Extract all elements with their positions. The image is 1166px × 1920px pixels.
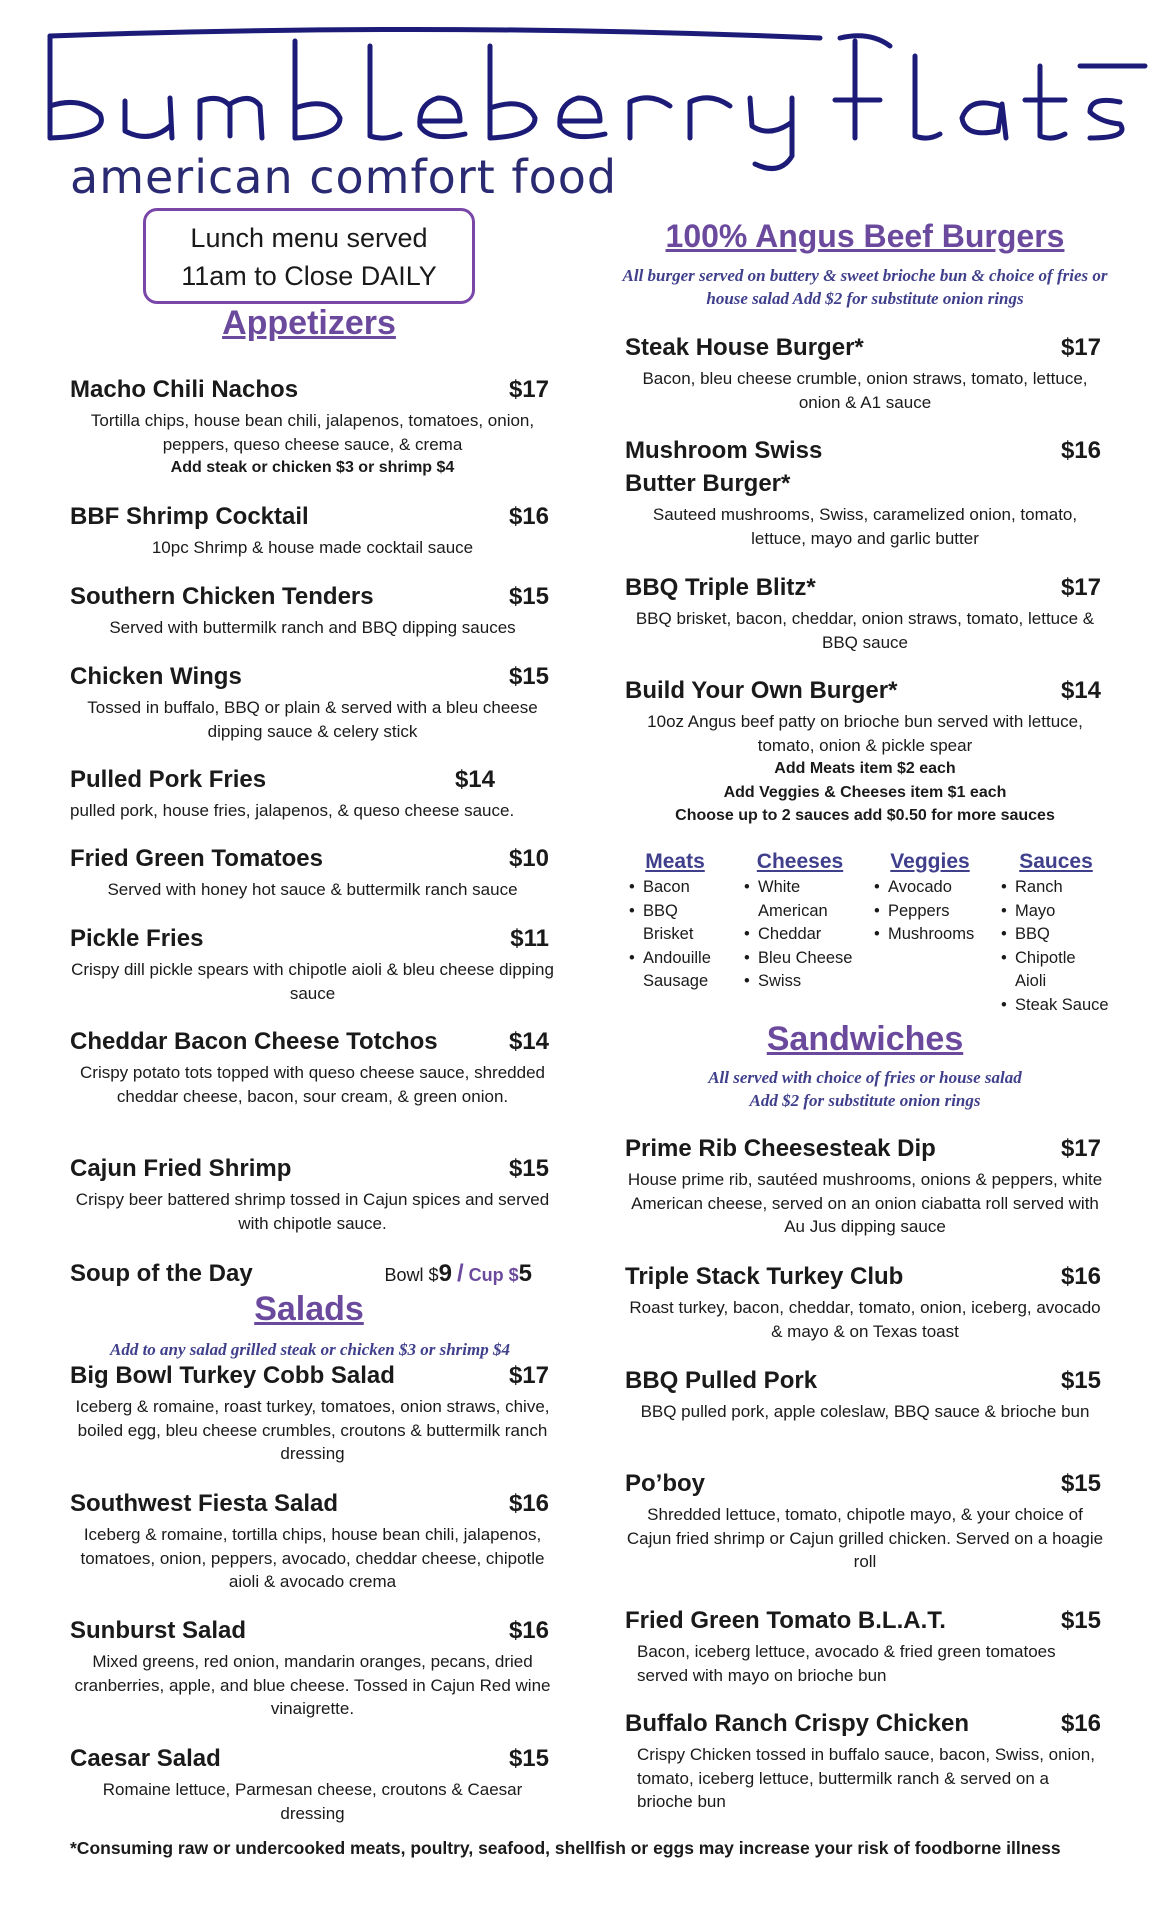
item-price: $15 [1060, 1607, 1101, 1634]
burger-options [625, 848, 1115, 1018]
appetizers-title: Appetizers [222, 304, 396, 342]
option-item: Brisket [643, 925, 694, 943]
item-addon: Choose up to 2 sauces add $0.50 for more sauces [675, 807, 1055, 824]
item-description: Romaine lettuce, Parmesan cheese, croutons & Caesar dressing [102, 1780, 523, 1823]
option-item: • Cheddar [744, 925, 822, 943]
item-price: $15 [508, 663, 549, 690]
item-name: Fried Green Tomatoes [70, 845, 323, 872]
menu-item [70, 503, 555, 560]
item-price: $11 [510, 925, 549, 952]
item-name: BBQ Triple Blitz* [625, 574, 816, 601]
menu-item [625, 334, 1105, 414]
item-name: Chicken Wings [70, 663, 242, 690]
menu-item [70, 1490, 555, 1594]
bowl-label: Bowl $ [384, 1265, 439, 1285]
item-price: $15 [1060, 1470, 1101, 1497]
sauces-heading: Sauces [1019, 850, 1093, 873]
cheeses-column [740, 848, 860, 994]
sandwiches-title: Sandwiches [766, 1020, 964, 1058]
cheeses-heading: Cheeses [756, 850, 844, 873]
option-item: • Avocado [874, 878, 952, 896]
item-price: $16 [508, 1490, 549, 1517]
item-name: Steak House Burger* [625, 334, 864, 361]
meats-column [625, 848, 725, 994]
brand-name [40, 26, 49, 27]
menu-item [70, 583, 555, 640]
sandwiches-note-1: All served with choice of fries or house salad [708, 1068, 1022, 1087]
option-item: • Chipotle [1001, 948, 1076, 967]
item-description: Tortilla chips, house bean chili, jalapenos, tomatoes, onion, peppers, queso cheese sauce, & crema [90, 411, 535, 454]
item-description: Crispy beer battered shrimp tossed in Cajun spices and served with chipotle sauce. [75, 1190, 550, 1233]
item-description: 10oz Angus beef patty on brioche bun served with lettuce, tomato, onion & pickle spear [647, 712, 1083, 755]
menu-item [70, 925, 555, 1005]
option-item: • Peppers [874, 901, 950, 920]
notice-line-2: 11am to Close DAILY [181, 261, 437, 291]
item-price: $17 [508, 376, 549, 403]
item-price: $14 [508, 1028, 549, 1055]
soup-prices [385, 1260, 532, 1288]
item-name: Cajun Fried Shrimp [70, 1155, 292, 1182]
menu-item [70, 376, 555, 480]
option-item: • Mushrooms [874, 925, 975, 943]
item-price: $16 [1060, 1263, 1101, 1290]
item-description: Iceberg & romaine, tortilla chips, house bean chili, jalapenos, tomatoes, onion, peppers, avocado, cheddar cheese, chipotle aioli & avocado crema [80, 1525, 545, 1591]
item-description: Crispy Chicken tossed in buffalo sauce, bacon, Swiss, onion, tomato, iceberg lettuce, buttermilk ranch & served on a brioche bun [637, 1745, 1095, 1811]
item-name: Mushroom Swiss [625, 437, 823, 464]
item-description: House prime rib, sautéed mushrooms, onions & peppers, white American cheese, served on an onion ciabatta roll served with Au Jus dipping sauce [627, 1170, 1103, 1236]
menu-item [70, 1028, 555, 1108]
option-item: • BBQ [1001, 925, 1050, 943]
menu-item [70, 766, 555, 823]
brand-tagline: american comfort food [70, 150, 618, 204]
menu-item [70, 845, 555, 902]
option-item: • Andouille [629, 948, 711, 967]
item-description: Crispy potato tots topped with queso cheese sauce, shredded cheddar cheese, bacon, sour cream, & green onion. [80, 1063, 545, 1106]
menu-item [70, 1362, 555, 1466]
item-price: $15 [508, 583, 549, 610]
item-price: $16 [1060, 1710, 1101, 1737]
menu-item [625, 1135, 1105, 1239]
soup-name: Soup of the Day [70, 1260, 253, 1287]
item-addon: Add Veggies & Cheeses item $1 each [723, 783, 1007, 801]
item-description: Served with honey hot sauce & buttermilk ranch sauce [107, 880, 518, 899]
veggies-column [870, 848, 990, 947]
lunch-hours-notice [143, 208, 475, 304]
sandwiches-note-2: Add $2 for substitute onion rings [749, 1091, 981, 1110]
item-name: Po’boy [625, 1470, 706, 1497]
burgers-note: All burger served on buttery & sweet brioche bun & choice of fries or house salad Add $2 for substitute onion rings [622, 266, 1108, 308]
item-addon: Add Meats item $2 each [774, 760, 956, 777]
item-description: Iceberg & romaine, roast turkey, tomatoes, onion straws, chive, boiled egg, bleu cheese crumbles, croutons & buttermilk ranch dressing [75, 1397, 550, 1463]
food-safety-disclaimer: *Consuming raw or undercooked meats, poultry, seafood, shellfish or eggs may increase your risk of foodborne illness [70, 1838, 1061, 1858]
menu-item [625, 1367, 1105, 1424]
item-name: Southern Chicken Tenders [70, 583, 374, 610]
item-name: Build Your Own Burger* [625, 677, 898, 704]
option-item: • Swiss [744, 972, 802, 990]
item-name: Triple Stack Turkey Club [625, 1263, 904, 1290]
item-name: Cheddar Bacon Cheese Totchos [70, 1028, 438, 1055]
option-item: Aioli [1015, 972, 1047, 990]
menu-item [625, 1263, 1105, 1343]
burgers-title: 100% Angus Beef Burgers [665, 218, 1065, 254]
menu-item [625, 574, 1105, 654]
item-name: Caesar Salad [70, 1745, 221, 1772]
option-item: Sausage [643, 972, 709, 990]
item-name: Pickle Fries [70, 925, 204, 952]
item-name: BBF Shrimp Cocktail [70, 503, 309, 530]
item-price: $17 [1060, 1135, 1101, 1162]
menu-item [70, 1617, 555, 1721]
item-price: $15 [1060, 1367, 1101, 1394]
item-name: Buffalo Ranch Crispy Chicken [625, 1710, 970, 1737]
cup-label: Cup $ [468, 1265, 519, 1285]
menu-item [625, 437, 1105, 550]
option-item: • Ranch [1001, 878, 1063, 896]
option-item: • Bleu Cheese [744, 948, 853, 967]
bowl-price: 9 [438, 1260, 452, 1287]
option-item: • White [744, 878, 801, 896]
notice-line-1: Lunch menu served [190, 223, 428, 253]
item-name: Macho Chili Nachos [70, 376, 299, 403]
item-description: BBQ pulled pork, apple coleslaw, BBQ sauce & brioche bun [640, 1402, 1090, 1421]
item-price: $14 [1060, 677, 1101, 704]
item-price: $16 [1060, 437, 1101, 464]
menu-item [70, 1155, 555, 1235]
item-price: $10 [508, 845, 549, 872]
menu-item [625, 1607, 1105, 1687]
item-description: Crispy dill pickle spears with chipotle aioli & bleu cheese dipping sauce [71, 960, 554, 1003]
menu-item [625, 677, 1105, 828]
item-addon: Add steak or chicken $3 or shrimp $4 [170, 459, 455, 476]
meats-heading: Meats [645, 850, 705, 873]
item-description: BBQ brisket, bacon, cheddar, onion straws, tomato, lettuce & BBQ sauce [635, 609, 1095, 652]
item-price: $15 [508, 1155, 549, 1182]
item-price: $14 [454, 766, 495, 793]
item-price: $16 [508, 503, 549, 530]
option-item: American [758, 901, 828, 920]
item-name-line-2: Butter Burger* [625, 470, 791, 497]
price-separator: / [456, 1260, 464, 1287]
item-description: Mixed greens, red onion, mandarin oranges, pecans, dried cranberries, apple, and blue cheese. Tossed in Cajun Red wine vinaigrette. [74, 1652, 551, 1718]
item-price: $16 [508, 1617, 549, 1644]
menu-item [70, 1745, 555, 1825]
item-price: $17 [1060, 334, 1101, 361]
salads-note: Add to any salad grilled steak or chicken $3 or shrimp $4 [110, 1340, 510, 1359]
option-item: • BBQ [629, 901, 678, 920]
item-name: Southwest Fiesta Salad [70, 1490, 339, 1517]
item-name: Big Bowl Turkey Cobb Salad [70, 1362, 395, 1389]
item-description: pulled pork, house fries, jalapenos, & queso cheese sauce. [70, 801, 515, 820]
sauces-column [997, 848, 1115, 1017]
item-price: $17 [508, 1362, 549, 1389]
item-name: Prime Rib Cheesesteak Dip [625, 1135, 936, 1162]
option-item: • Mayo [1001, 901, 1056, 920]
item-description: Sauteed mushrooms, Swiss, caramelized onion, tomato, lettuce, mayo and garlic butter [652, 505, 1078, 548]
salads-title: Salads [254, 1290, 364, 1328]
item-name: BBQ Pulled Pork [625, 1367, 818, 1394]
item-price: $15 [508, 1745, 549, 1772]
item-description: Bacon, iceberg lettuce, avocado & fried green tomatoes served with mayo on brioche bun [637, 1642, 1056, 1685]
item-description: Roast turkey, bacon, cheddar, tomato, onion, iceberg, avocado & mayo & on Texas toast [629, 1298, 1101, 1341]
menu-item [625, 1470, 1105, 1574]
item-name: Fried Green Tomato B.L.A.T. [625, 1607, 946, 1634]
menu-item [625, 1710, 1105, 1814]
item-description: 10pc Shrimp & house made cocktail sauce [151, 538, 474, 557]
option-item: • Bacon [629, 878, 690, 896]
veggies-heading: Veggies [890, 850, 970, 873]
item-description: Shredded lettuce, tomato, chipotle mayo, & your choice of Cajun fried shrimp or Cajun grilled chicken. Served on a hoagie roll [626, 1505, 1104, 1571]
item-name: Sunburst Salad [70, 1617, 247, 1644]
item-description: Served with buttermilk ranch and BBQ dipping sauces [109, 618, 516, 637]
item-price: $17 [1060, 574, 1101, 601]
menu-item [70, 663, 555, 743]
item-description: Tossed in buffalo, BBQ or plain & served with a bleu cheese dipping sauce & celery stick [87, 698, 538, 741]
option-item: • Steak Sauce [1001, 995, 1109, 1014]
item-name: Pulled Pork Fries [70, 766, 267, 793]
cup-price: 5 [518, 1260, 532, 1287]
item-description: Bacon, bleu cheese crumble, onion straws, tomato, lettuce, onion & A1 sauce [642, 369, 1088, 412]
